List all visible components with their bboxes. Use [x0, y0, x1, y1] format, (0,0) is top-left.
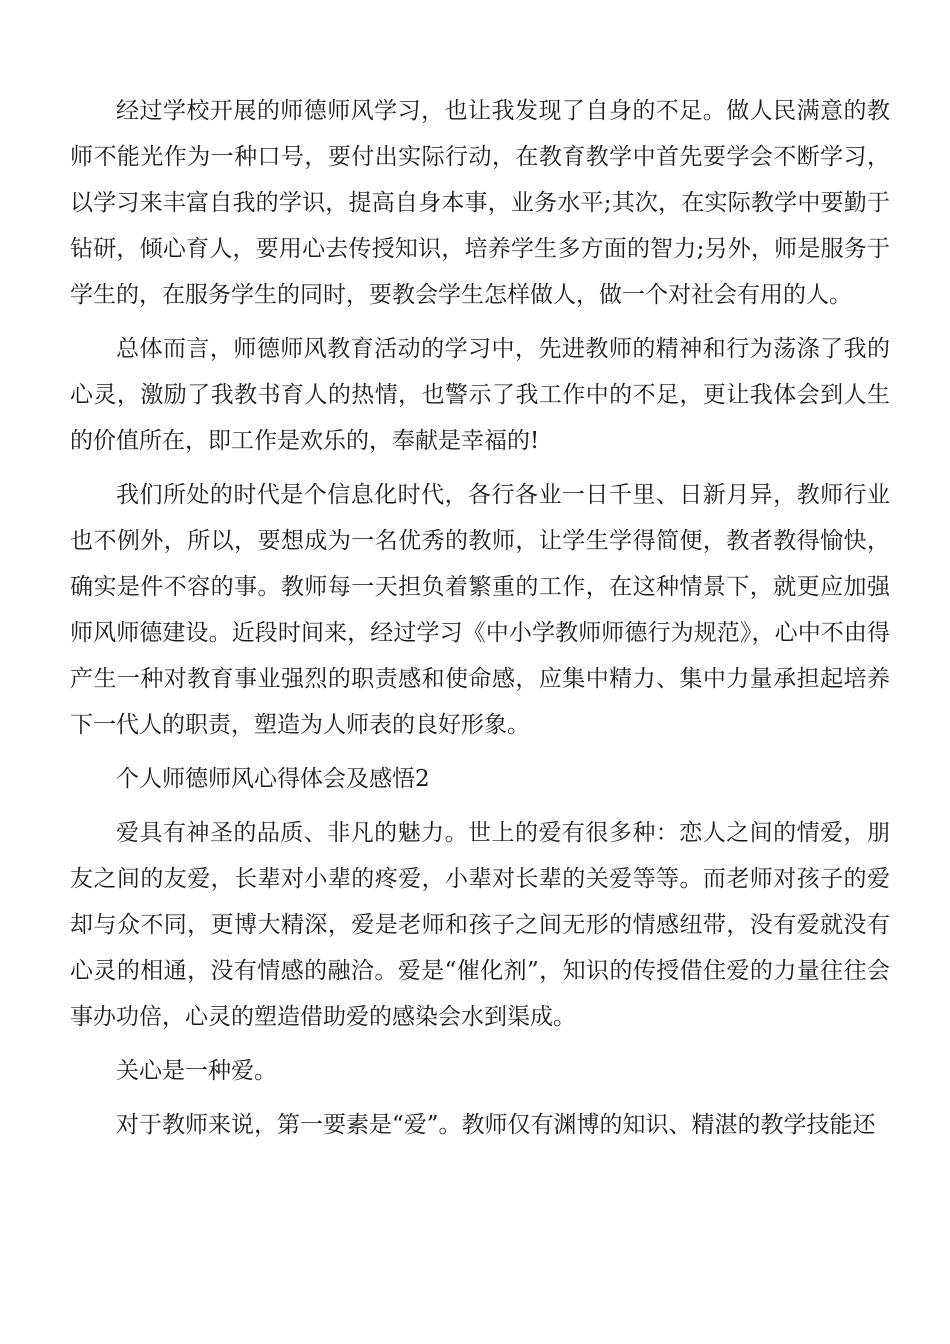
paragraph-summary: 总体而言，师德师风教育活动的学习中，先进教师的精神和行为荡涤了我的心灵，激励了我教书育人的热情，也警示了我工作中的不足，更让我体会到人生的价值所在，即工作是欢乐的，奉献是幸福的! [70, 336, 890, 454]
paragraph-first-element: 对于教师来说，第一要素是“爱”。教师仅有渊博的知识、精湛的教学技能还 [116, 1112, 876, 1138]
paragraph-care: 关心是一种爱。 [116, 1058, 277, 1084]
paragraph-self-reflection: 经过学校开展的师德师风学习，也让我发现了自身的不足。做人民满意的教师不能光作为一种口号，要付出实际行动，在教育教学中首先要学会不断学习，以学习来丰富自我的学识，提高自身本事，业务水平;其次，在实际教学中要勤于钻研，倾心育人，要用心去传授知识，培养学生多方面的智力;另外，师是服务于学生的，在服务学生的同时，要教会学生怎样做人，做一个对社会有用的人。 [70, 98, 890, 308]
paragraph-love: 爱具有神圣的品质、非凡的魅力。世上的爱有很多种：恋人之间的情爱，朋友之间的友爱，长辈对小辈的疼爱，小辈对长辈的关爱等等。而老师对孩子的爱却与众不同，更博大精深，爱是老师和孩子之间无形的情感纽带，没有爱就没有心灵的相通，没有情感的融洽。爱是“催化剂”，知识的传授借住爱的力量往往会事办功倍，心灵的塑造借助爱的感染会水到渠成。 [70, 820, 890, 1030]
section-heading: 个人师德师风心得体会及感悟2 [116, 766, 430, 792]
paragraph-information-age: 我们所处的时代是个信息化时代，各行各业一日千里、日新月异，教师行业也不例外，所以，要想成为一名优秀的教师，让学生学得简便，教者教得愉快，确实是件不容的事。教师每一天担负着繁重的工作，在这种情景下，就更应加强师风师德建设。近段时间来，经过学习《中小学教师师德行为规范》，心中不由得产生一种对教育事业强烈的职责感和使命感，应集中精力、集中力量承担起培养下一代人的职责，塑造为人师表的良好形象。 [70, 482, 890, 738]
document-body [70, 88, 890, 1156]
